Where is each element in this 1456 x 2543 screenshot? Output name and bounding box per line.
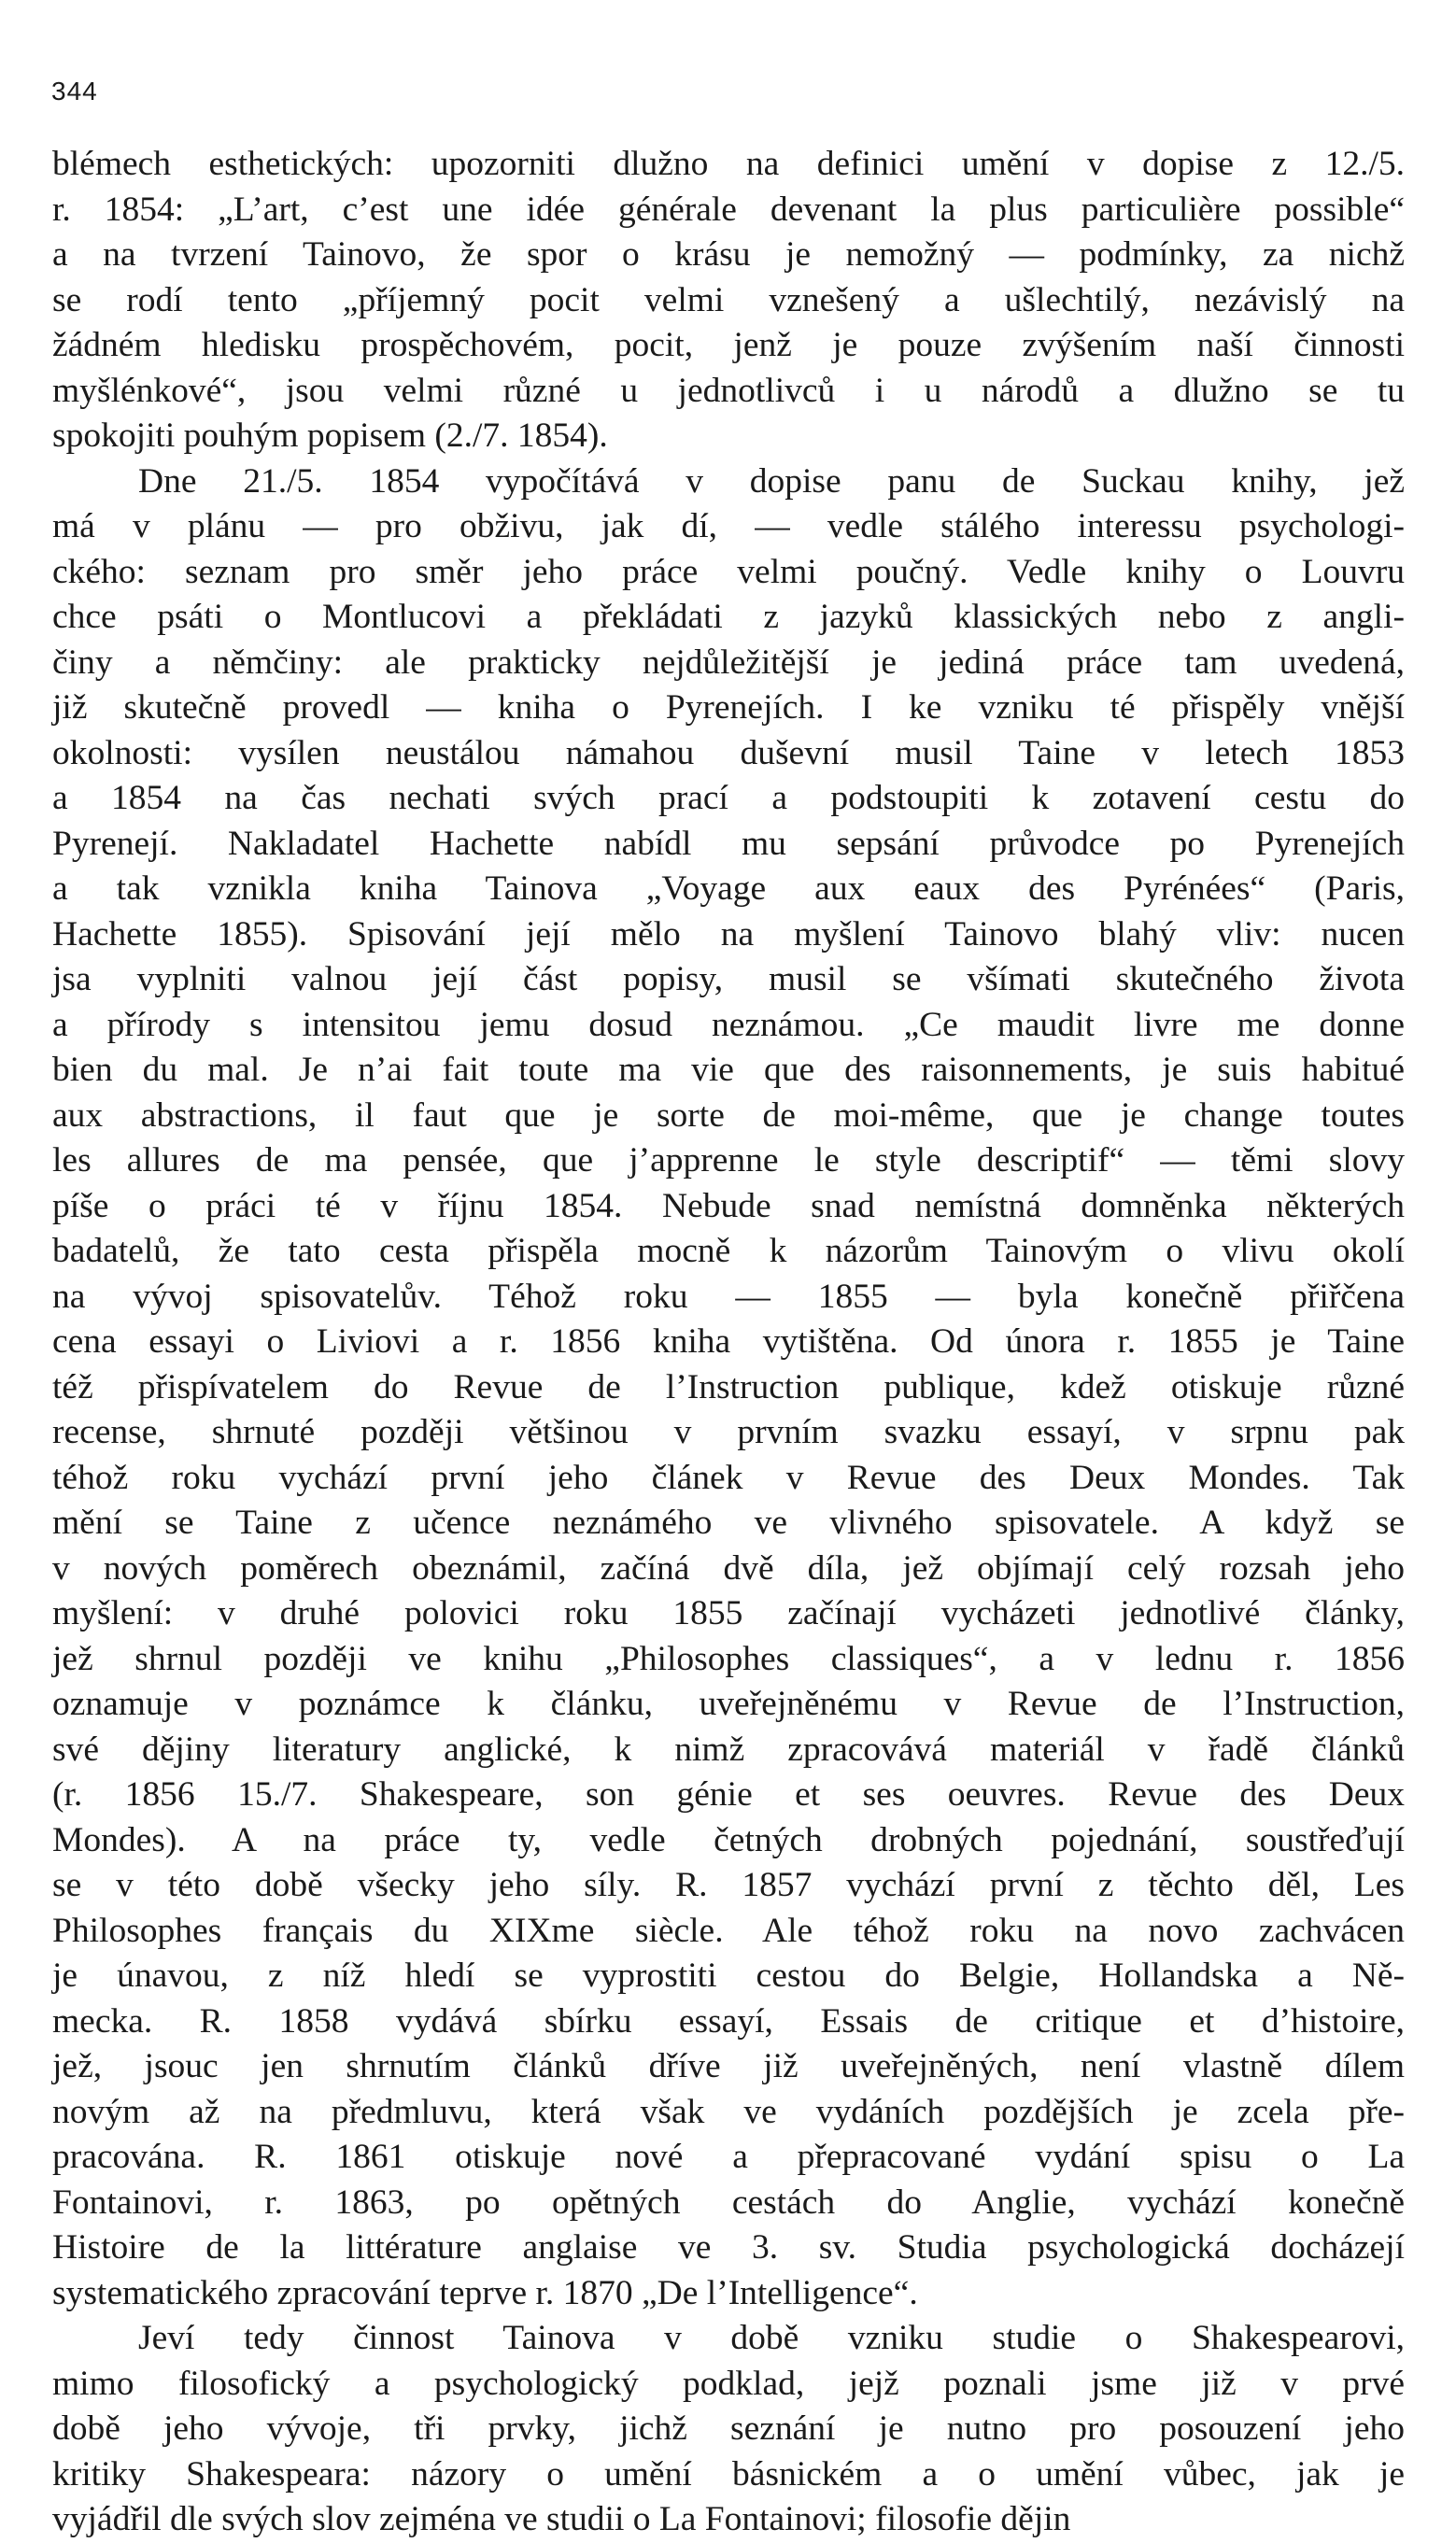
text-line: ckého: seznam pro směr jeho práce velmi poučný. Vedle knihy o Louvru [52,552,1405,591]
text-line: spokojiti pouhým popisem (2./7. 1854). [52,417,608,455]
text-line: vyjádřil dle svých slov zejména ve studii o La Fontainovi; filosofie dějin [52,2500,1071,2538]
text-line: píše o práci té v říjnu 1854. Nebude snad nemístná domněnka některých [52,1186,1405,1225]
text-line: myšlénkové“, jsou velmi různé u jednotlivců i u národů a dlužno se tu [52,371,1405,410]
text-line: chce psáti o Montlucovi a překládati z jazyků klassických nebo z angli- [52,598,1405,636]
body-text [52,142,1405,2543]
text-line: blémech esthetických: upozorniti dlužno na definici umění v dopise z 12./5. [52,145,1405,183]
text-line: kritiky Shakespeara: názory o umění básnickém a o umění vůbec, jak je [52,2454,1405,2494]
text-line: les allures de ma pensée, que j’apprenne le style descriptif“ — těmi slovy [52,1141,1405,1180]
text-line: téhož roku vychází první jeho článek v Revue des Deux Mondes. Tak [52,1458,1405,1497]
text-line: systematického zpracování teprve r. 1870 „De l’Intelligence“. [52,2273,918,2312]
text-line: mecka. R. 1858 vydává sbírku essayí, Essais de critique et d’histoire, [52,2001,1405,2041]
text-line: své dějiny literatury anglické, k nimž zpracovává materiál v řadě článků [52,1730,1405,1769]
text-line: myšlení: v druhé polovici roku 1855 začínají vycházeti jednotlivé články, [52,1594,1405,1632]
text-line: r. 1854: „L’art, c’est une idée générale devenant la plus particulière possible“ [52,190,1405,229]
text-line: Hachette 1855). Spisování její mělo na myšlení Tainovo blahý vliv: nucen [52,914,1405,954]
text-line: (r. 1856 15./7. Shakespeare, son génie et ses oeuvres. Revue des Deux [52,1775,1405,1814]
text-line: okolnosti: vysílen neustálou námahou duševní musil Taine v letech 1853 [52,733,1405,772]
text-line: Philosophes français du XIXme siècle. Ale téhož roku na novo zachvácen [52,1911,1405,1950]
text-line: jsa vyplniti valnou její část popisy, musil se všímati skutečného života [52,960,1405,998]
text-line: novým až na předmluvu, která však ve vydáních pozdějších je zcela pře- [52,2092,1405,2131]
text-line: jež, jsouc jen shrnutím článků dříve již uveřejněných, není vlastně dílem [52,2047,1405,2085]
text-line: Mondes). A na práce ty, vedle četných drobných pojednání, soustřeďují [52,1820,1405,1859]
text-line: pracována. R. 1861 otiskuje nové a přepracované vydání spisu o La [52,2138,1405,2176]
text-line: bien du mal. Je n’ai fait toute ma vie que des raisonnements, je suis habitué [52,1051,1405,1089]
text-line: se v této době všecky jeho síly. R. 1857 vychází první z těchto děl, Les [52,1866,1405,1904]
text-line: též přispívatelem do Revue de l’Instruction publique, kdež otiskuje různé [52,1367,1405,1406]
text-line: Pyrenejí. Nakladatel Hachette nabídl mu sepsání průvodce po Pyrenejích [52,824,1405,863]
text-line: žádném hledisku prospěchovém, pocit, jenž je pouze zvýšením naší činnosti [52,326,1405,364]
text-line: oznamuje v poznámce k článku, uveřejněnému v Revue de l’Instruction, [52,1685,1405,1723]
page-number: 344 [51,77,98,106]
text-line: má v plánu — pro obživu, jak dí, — vedle stálého interessu psychologi- [52,507,1405,545]
text-line: mění se Taine z učence neznámého ve vlivného spisovatele. A když se [52,1504,1405,1542]
text-line: činy a němčiny: ale prakticky nejdůležitější je jediná práce tam uvedená, [52,643,1405,682]
text-line: a 1854 na čas nechati svých prací a podstoupiti k zotavení cestu do [52,779,1405,817]
text-line: cena essayi o Liviovi a r. 1856 kniha vytištěna. Od února r. 1855 je Taine [52,1322,1405,1361]
text-line: je únavou, z níž hledí se vyprostiti cestou do Belgie, Hollandska a Ně- [52,1957,1405,1995]
text-line: mimo filosofický a psychologický podklad, jejž poznali jsme již v prvé [52,2364,1405,2403]
text-line: a tak vznikla kniha Tainova „Voyage aux eaux des Pyrénées“ (Paris, [52,869,1405,908]
text-line: recense, shrnuté později většinou v prvním svazku essayí, v srpnu pak [52,1413,1405,1451]
text-line: v nových poměrech obeznámil, začíná dvě díla, jež objímají celý rozsah jeho [52,1548,1405,1588]
paragraph [52,459,1405,2317]
paragraph [52,142,1405,459]
text-line: Histoire de la littérature anglaise ve 3. sv. Studia psychologická docházejí [52,2228,1405,2267]
text-line: na vývoj spisovatelův. Téhož roku — 1855 — byla konečně přiřčena [52,1277,1405,1316]
text-line: aux abstractions, il faut que je sorte de moi-même, que je change toutes [52,1095,1405,1135]
paragraph [52,2316,1405,2543]
text-line: Fontainovi, r. 1863, po opětných cestách do Anglie, vychází konečně [52,2183,1405,2222]
text-line: Dne 21./5. 1854 vypočítává v dopise panu de Suckau knihy, jež [138,461,1405,501]
text-line: badatelů, že tato cesta přispěla mocně k názorům Tainovým o vlivu okolí [52,1232,1405,1270]
text-line: již skutečně provedl — kniha o Pyrenejích. I ke vzniku té přispěly vnější [52,688,1405,727]
text-line: a na tvrzení Tainovo, že spor o krásu je nemožný — podmínky, za nichž [52,235,1405,274]
text-line: Jeví tedy činnost Tainova v době vzniku studie o Shakespearovi, [138,2319,1405,2357]
text-line: a přírody s intensitou jemu dosud neznámou. „Ce maudit livre me donne [52,1005,1405,1044]
text-line: se rodí tento „příjemný pocit velmi vznešený a ušlechtilý, nezávislý na [52,280,1405,319]
text-line: době jeho vývoje, tři prvky, jichž seznání je nutno pro posouzení jeho [52,2409,1405,2448]
text-line: jež shrnul později ve knihu „Philosophes classiques“, a v lednu r. 1856 [52,1639,1405,1678]
